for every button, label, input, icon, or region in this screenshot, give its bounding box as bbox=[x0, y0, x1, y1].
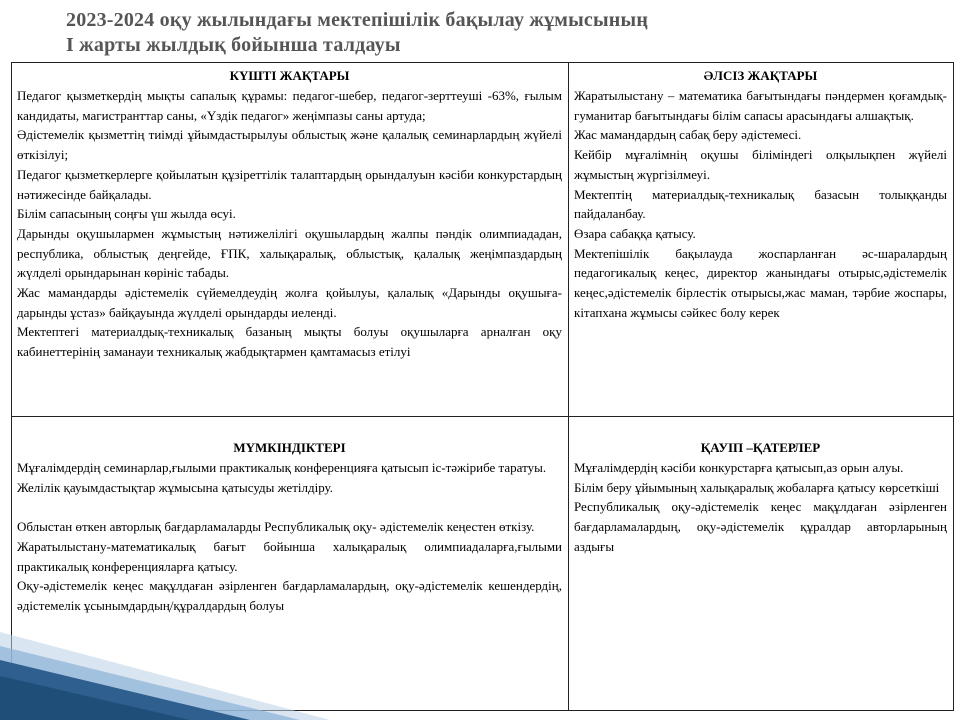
strengths-cell bbox=[12, 63, 569, 417]
strengths-item: Мектептегі материалдық-техникалық базаның мықты болуы оқушыларға арналған оқу кабинеттерінің заманауи техникалық жабдықтармен қамтамасыз етілуі bbox=[17, 324, 562, 360]
threats-item: Мұғалімдердің кәсіби конкурстарға қатысып,аз орын алуы. bbox=[574, 460, 904, 475]
weaknesses-item: Кейбір мұғалімнің оқушы біліміндегі олқылықпен жүйелі жұмыстың жүргізілмеуі. bbox=[574, 147, 947, 182]
title-line-1: 2023-2024 оқу жылындағы мектепішілік бақылау жұмысының bbox=[66, 9, 649, 31]
opportunities-item: Облыстан өткен авторлық бағдарламаларды Республикалық оқу- әдістемелік кеңестен өткізу. bbox=[17, 519, 535, 535]
opportunities-heading: МҮМКІНДІКТЕРІ bbox=[233, 440, 346, 455]
strengths-item: Педагог қызметкерлерге қойылатын құзіреттілік талаптардың орындалуын кәсіби конкурстардың нәтижесінде байқалады. bbox=[17, 166, 562, 202]
threats-item: Республикалық оқу-әдістемелік кеңес мақұлдаған әзірленген бағдарламалардың, оқу-әдістемелік құралдар авторларының аздығы bbox=[574, 499, 947, 554]
opportunities-item: Мұғалімдердің семинарлар,ғылыми практикалық конференцияға қатысып іс-тәжірибе таратуы. bbox=[17, 460, 547, 475]
opportunities-item: Оқу-әдістемелік кеңес мақұлдаған әзірленген бағдарламалардың, оқу-әдістемелік кешендердің, әдістемелік ұсынымдардың/құралдардың болуы bbox=[17, 578, 562, 613]
weaknesses-heading: ӘЛСІЗ ЖАҚТАРЫ bbox=[703, 68, 818, 83]
opportunities-cell bbox=[12, 417, 569, 711]
threats-cell bbox=[569, 417, 954, 711]
weaknesses-cell bbox=[569, 63, 954, 417]
paragraph-gap bbox=[17, 497, 562, 517]
strengths-item: Педагог қызметкердің мықты сапалық құрамы: педагог-шебер, педагог-зерттеуші -63%, ғылым кандидаты, магистранттар саны, «Үздік педагог» жеңімпазы саны артуда; bbox=[17, 88, 562, 123]
strengths-heading: КҮШТІ ЖАҚТАРЫ bbox=[229, 68, 350, 83]
opportunities-item: Жаратылыстану-математикалық бағыт бойынша халықаралық олимпиадаларға,ғылыми практикалық конференцияларға қатысу. bbox=[17, 538, 562, 574]
weaknesses-item: Жаратылыстану – математика бағытындағы пәндермен қоғамдық-гуманитар бағытындағы білім сапасы арасындағы алшақтық. bbox=[574, 88, 947, 123]
threats-item: Білім беру ұйымының халықаралық жобаларға қатысу көрсеткіші bbox=[574, 479, 940, 495]
threats-heading: ҚАУІП –ҚАТЕРЛЕР bbox=[700, 440, 821, 455]
swot-table bbox=[11, 62, 954, 711]
strengths-item: Білім сапасының соңғы үш жылда өсуі. bbox=[17, 206, 236, 222]
title-line-2: І жарты жылдық бойынша талдауы bbox=[66, 34, 401, 56]
weaknesses-item: Мектепішілік бақылауда жоспарланған әс-шаралардың педагогикалық кеңес, директор жанындағы отырыс,әдістемелік кеңес,әдістемелік бірлестік отырысы,жас маман, тәрбие жоспары, кітапхана жұмысы сәйкес болу керек bbox=[574, 245, 947, 320]
strengths-item: Дарынды оқушылармен жұмыстың нәтижелілігі оқушылардың жалпы пәндік олимпиададан, республика, облыстық деңгейде, ҒПК, халықаралық, облыстық, қалалық жеңімпаздардың жүлделі орындарынан көрініс табады. bbox=[17, 225, 562, 281]
strengths-item: Жас мамандарды әдістемелік сүйемелдеудің жолға қойылуы, қалалық «Дарынды оқушыға-дарынды ұстаз» байқауында жүлделі орындарды иеленді. bbox=[17, 285, 562, 320]
page-title bbox=[66, 8, 886, 58]
weaknesses-item: Мектептің материалдық-техникалық базасын толыққанды пайдаланбау. bbox=[574, 186, 947, 222]
opportunities-item: Желілік қауымдастықтар жұмысына қатысуды жетілдіру. bbox=[17, 479, 333, 495]
weaknesses-item: Өзара сабаққа қатысу. bbox=[574, 225, 696, 241]
strengths-item: Әдістемелік қызметтің тиімді ұйымдастырылуы облыстық және қалалық семинарлардың жүйелі өткізілуі; bbox=[17, 127, 562, 163]
weaknesses-item: Жас мамандардың сабақ беру әдістемесі. bbox=[574, 127, 802, 143]
